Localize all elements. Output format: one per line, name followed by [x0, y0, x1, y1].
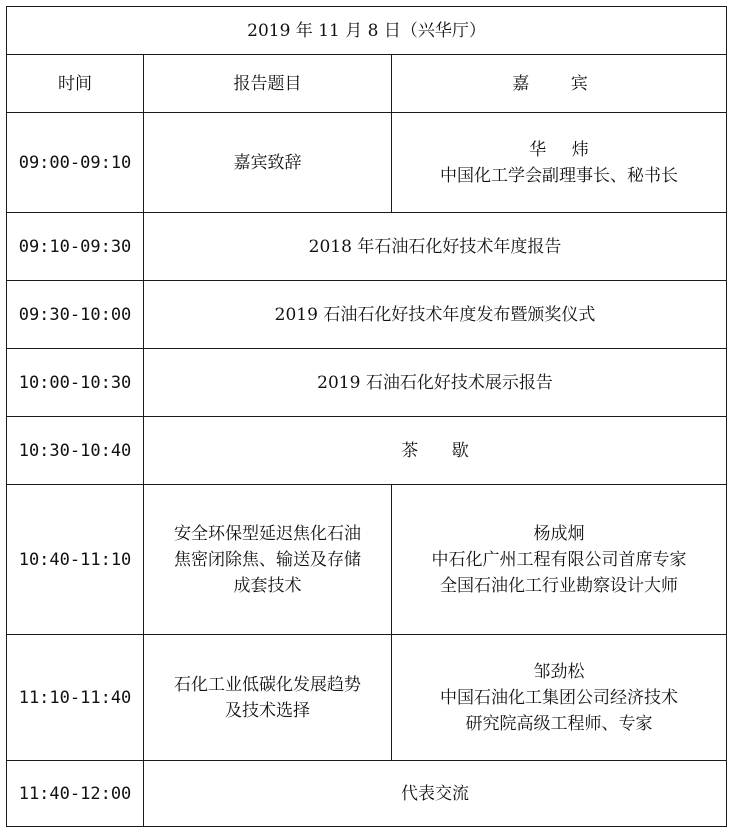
session-cell: 代表交流 — [144, 761, 727, 827]
topic-line: 焦密闭除焦、输送及存储 — [174, 549, 361, 570]
time-cell: 10:40-11:10 — [7, 485, 144, 635]
topic-line: 石化工业低碳化发展趋势 — [174, 674, 361, 695]
time-cell: 09:10-09:30 — [7, 213, 144, 281]
column-header-guest: 嘉 宾 — [392, 55, 727, 113]
time-cell: 10:00-10:30 — [7, 349, 144, 417]
time-cell: 11:10-11:40 — [7, 635, 144, 761]
column-header-time: 时间 — [7, 55, 144, 113]
guest-name: 杨成炯 — [533, 523, 585, 544]
table-row — [7, 281, 727, 349]
guest-cell — [392, 635, 727, 761]
guest-title: 研究院高级工程师、专家 — [465, 713, 653, 734]
table-row — [7, 213, 727, 281]
session-cell: 2018 年石油石化好技术年度报告 — [144, 213, 727, 281]
topic-cell — [144, 485, 392, 635]
guest-title: 全国石油化工行业勘察设计大师 — [440, 575, 678, 596]
time-cell: 10:30-10:40 — [7, 417, 144, 485]
guest-title: 中石化广州工程有限公司首席专家 — [431, 549, 687, 570]
agenda-document — [6, 6, 727, 827]
session-cell: 2019 石油石化好技术年度发布暨颁奖仪式 — [144, 281, 727, 349]
topic-cell — [144, 635, 392, 761]
time-cell: 09:30-10:00 — [7, 281, 144, 349]
guest-cell — [392, 113, 727, 213]
guest-name: 邹劲松 — [533, 661, 585, 682]
topic-line: 安全环保型延迟焦化石油 — [174, 523, 361, 544]
guest-title: 中国石油化工集团公司经济技术 — [440, 687, 678, 708]
column-header-topic: 报告题目 — [144, 55, 392, 113]
table-row — [7, 417, 727, 485]
guest-name: 华 炜 — [529, 139, 599, 160]
table-row — [7, 761, 727, 827]
agenda-date-title: 2019 年 11 月 8 日（兴华厅） — [7, 7, 727, 55]
topic-line: 嘉宾致辞 — [233, 152, 302, 173]
table-row — [7, 485, 727, 635]
guest-title: 中国化工学会副理事长、秘书长 — [440, 165, 678, 186]
table-row — [7, 635, 727, 761]
time-cell: 09:00-09:10 — [7, 113, 144, 213]
guest-cell — [392, 485, 727, 635]
topic-line: 成套技术 — [233, 575, 302, 596]
table-row — [7, 349, 727, 417]
topic-line: 及技术选择 — [225, 700, 310, 721]
time-cell: 11:40-12:00 — [7, 761, 144, 827]
title-row — [7, 7, 727, 55]
topic-cell — [144, 113, 392, 213]
table-row — [7, 113, 727, 213]
session-cell: 2019 石油石化好技术展示报告 — [144, 349, 727, 417]
header-row — [7, 55, 727, 113]
break-cell: 茶 歇 — [144, 417, 727, 485]
agenda-table — [6, 6, 727, 827]
